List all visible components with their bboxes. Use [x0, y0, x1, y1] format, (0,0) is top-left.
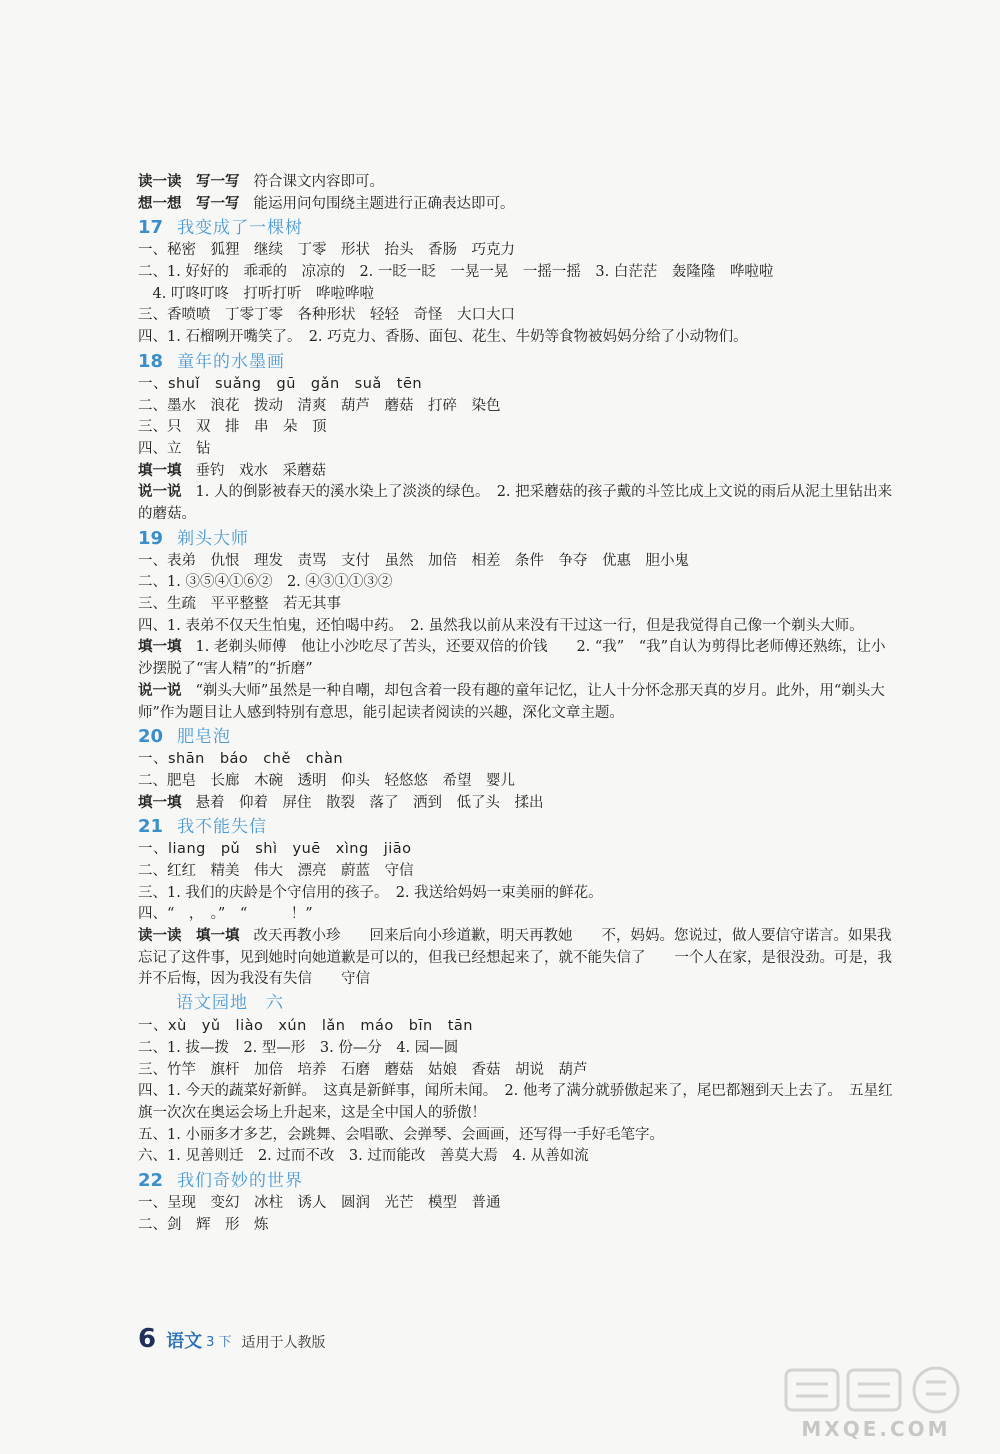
section-title: 剃头大师 [177, 528, 250, 549]
answer-text: 三、竹竿 旗杆 加倍 培养 石磨 蘑菇 姑娘 香菇 胡说 葫芦 [138, 1061, 588, 1078]
answer-content [138, 172, 898, 1236]
section-number: 19 [138, 527, 164, 549]
answer-line [138, 551, 898, 573]
exercise-label: 说一说 [138, 682, 182, 699]
section-heading [138, 991, 898, 1016]
answer-text: 一、表弟 仇恨 理发 责骂 支付 虽然 加倍 相差 条件 争夺 优惠 胆小鬼 [138, 552, 689, 569]
exercise-label: 填一填 [138, 462, 182, 479]
answer-line [138, 616, 898, 638]
answer-text: 能运用问句围绕主题进行正确表达即可。 [253, 195, 515, 212]
section-heading [138, 526, 898, 551]
answer-text: 四、“ ， 。” “ ！” [138, 906, 313, 923]
answer-line [138, 194, 898, 216]
answer-text: 1. 人的倒影被春天的溪水染上了淡淡的绿色。 2. 把采蘑菇的孩子戴的斗笠比成上文说的雨后从泥土里钻出来的蘑菇。 [138, 484, 893, 522]
section-title: 我们奇妙的世界 [177, 1171, 304, 1191]
answer-line [138, 305, 898, 327]
section-title: 肥皂泡 [177, 727, 232, 748]
answer-text: 四、立 钻 [138, 440, 211, 457]
exercise-label: 想一想 写一写 [138, 195, 240, 212]
answer-line [138, 240, 898, 262]
section-title: 童年的水墨画 [177, 351, 286, 372]
page-number: 6 [138, 1324, 157, 1354]
answer-line [138, 861, 898, 883]
answer-line [138, 482, 898, 525]
answer-line [138, 327, 898, 349]
answer-text: 六、1. 见善则迁 2. 过而不改 3. 过而能改 善莫大焉 4. 从善如流 [138, 1148, 589, 1165]
answer-line [138, 904, 898, 926]
subject-label: 语文 [166, 1331, 203, 1352]
answer-text: 三、只 双 排 串 朵 顶 [138, 419, 327, 436]
answer-line [138, 1038, 898, 1060]
answer-text: 一、呈现 变幻 冰柱 诱人 圆润 光芒 模型 普通 [138, 1195, 501, 1211]
section-number: 22 [138, 1170, 164, 1191]
exercise-label: 填一填 [138, 794, 182, 811]
grade-label: 3 下 [206, 1335, 232, 1350]
exercise-label: 读一读 写一写 [138, 174, 240, 190]
section-heading [138, 215, 898, 240]
section-number: 21 [138, 816, 164, 838]
answer-line [138, 839, 898, 861]
answer-line [138, 594, 898, 616]
answer-line [138, 793, 898, 815]
exercise-label: 填一填 [138, 639, 182, 656]
section-title: 我不能失信 [177, 817, 268, 838]
section-number: 18 [138, 350, 164, 372]
watermark-logo [776, 1364, 976, 1444]
answer-line [138, 637, 898, 680]
answer-line [138, 1081, 898, 1124]
answer-line [138, 396, 898, 418]
answer-text: 三、1. 我们的庆龄是个守信用的孩子。 2. 我送给妈妈一束美丽的鲜花。 [138, 884, 603, 901]
answer-line [138, 883, 898, 905]
answer-text: 二、墨水 浪花 拨动 清爽 葫芦 蘑菇 打碎 染色 [138, 397, 501, 414]
section-heading [138, 1168, 898, 1193]
answer-text: 三、香喷喷 丁零丁零 各种形状 轻轻 奇怪 大口大口 [138, 307, 515, 324]
answer-line [138, 572, 898, 594]
answer-line [138, 926, 898, 991]
answer-text: 改天再教小珍 回来后向小珍道歉，明天再教她 不，妈妈。您说过，做人要信守诺言。如果我忘记了这件事，见到她时向她道歉是可以的，但我已经想起来了，就不能失信了 一个人在家，是很没劲。可是，我并不后悔，因为我没有失信 守信 [138, 928, 892, 988]
answer-text: 一、秘密 狐狸 继续 丁零 形状 抬头 香肠 巧克力 [138, 242, 515, 259]
answer-line [138, 681, 898, 724]
answer-line [138, 284, 898, 306]
answer-text: 4. 叮咚叮咚 打听打听 哗啦哗啦 [138, 285, 374, 302]
svg-text:MXQE.COM: MXQE.COM [801, 1417, 951, 1441]
section-number: 20 [138, 726, 164, 748]
answer-text: 符合课文内容即可。 [253, 174, 384, 190]
answer-text: 1. 老剃头师傅 他让小沙吃尽了苦头，还要双倍的价钱 2. “我” “我”自认为剪得比老师傅还熟练，让小沙摆脱了“害人精”的“折磨” [138, 639, 886, 678]
answer-text: 悬着 仰着 屏住 散裂 落了 洒到 低了头 揉出 [195, 794, 544, 811]
answer-text: 垂钓 戏水 采蘑菇 [195, 462, 326, 479]
answer-line [138, 262, 898, 284]
answer-text: 二、1. 拔—拨 2. 型—形 3. 份—分 4. 园—圆 [138, 1039, 459, 1056]
answer-text: 四、1. 石榴咧开嘴笑了。 2. 巧克力、香肠、面包、花生、牛奶等食物被妈妈分给了小动物们。 [138, 329, 748, 346]
answer-line [138, 1016, 898, 1038]
answer-line [138, 461, 898, 483]
answer-text: 二、肥皂 长廊 木碗 透明 仰头 轻悠悠 希望 婴儿 [138, 772, 515, 789]
answer-text: “剃头大师”虽然是一种自嘲，却包含着一段有趣的童年记忆，让人十分怀念那天真的岁月。此外，用“剃头大师”作为题目让人感到特别有意思，能引起读者阅读的兴趣，深化文章主题。 [138, 682, 885, 721]
section-title: 语文园地 六 [176, 993, 284, 1014]
answer-text: 三、生疏 平平整整 若无其事 [138, 596, 341, 613]
answer-line [138, 172, 898, 194]
answer-text: 一、shān báo chě chàn [138, 751, 344, 768]
answer-line [138, 1215, 898, 1237]
answer-line [138, 374, 898, 396]
answer-text: 五、1. 小丽多才多艺，会跳舞、会唱歌、会弹琴、会画画，还写得一手好毛笔字。 [138, 1126, 664, 1143]
answer-line [138, 1060, 898, 1082]
section-heading [138, 814, 898, 839]
answer-line [138, 749, 898, 771]
answer-text: 二、1. ③⑤④①⑥② 2. ④③①①③② [138, 574, 393, 591]
answer-line [138, 417, 898, 439]
answer-text: 二、红红 精美 伟大 漂亮 蔚蓝 守信 [138, 862, 414, 879]
answer-text: 一、shuǐ suǎng gū gǎn suǎ tēn [138, 375, 423, 392]
edition-label: 适用于人教版 [241, 1335, 326, 1351]
answer-text: 二、1. 好好的 乖乖的 凉凉的 2. 一眨一眨 一晃一晃 一摇一摇 3. 白茫茫 轰隆隆 哗啦啦 [138, 264, 774, 281]
exercise-label: 读一读 填一填 [138, 928, 240, 945]
answer-text: 四、1. 今天的蔬菜好新鲜。 这真是新鲜事，闻所未闻。 2. 他考了满分就骄傲起来了，尾巴都翘到天上去了。 五星红旗一次次在奥运会场上升起来，这是全中国人的骄傲！ [138, 1083, 893, 1121]
answer-text: 二、剑 辉 形 炼 [138, 1216, 269, 1233]
section-number: 17 [138, 217, 164, 239]
section-heading [138, 349, 898, 374]
section-heading [138, 724, 898, 749]
answer-line [138, 1146, 898, 1168]
answer-line [138, 1125, 898, 1147]
answer-text: 四、1. 表弟不仅天生怕鬼，还怕喝中药。 2. 虽然我以前从来没有干过这一行，但是我觉得自己像一个剃头大师。 [138, 617, 864, 634]
exercise-label: 说一说 [138, 484, 182, 501]
section-title: 我变成了一棵树 [177, 218, 304, 239]
answer-line [138, 771, 898, 793]
answer-text: 一、xù yǔ liào xún lǎn máo bīn tān [138, 1018, 473, 1035]
answer-text: 一、liang pǔ shì yuē xìng jiāo [138, 841, 412, 858]
answer-line [138, 439, 898, 461]
page-footer [138, 1322, 326, 1352]
answer-line [138, 1193, 898, 1215]
